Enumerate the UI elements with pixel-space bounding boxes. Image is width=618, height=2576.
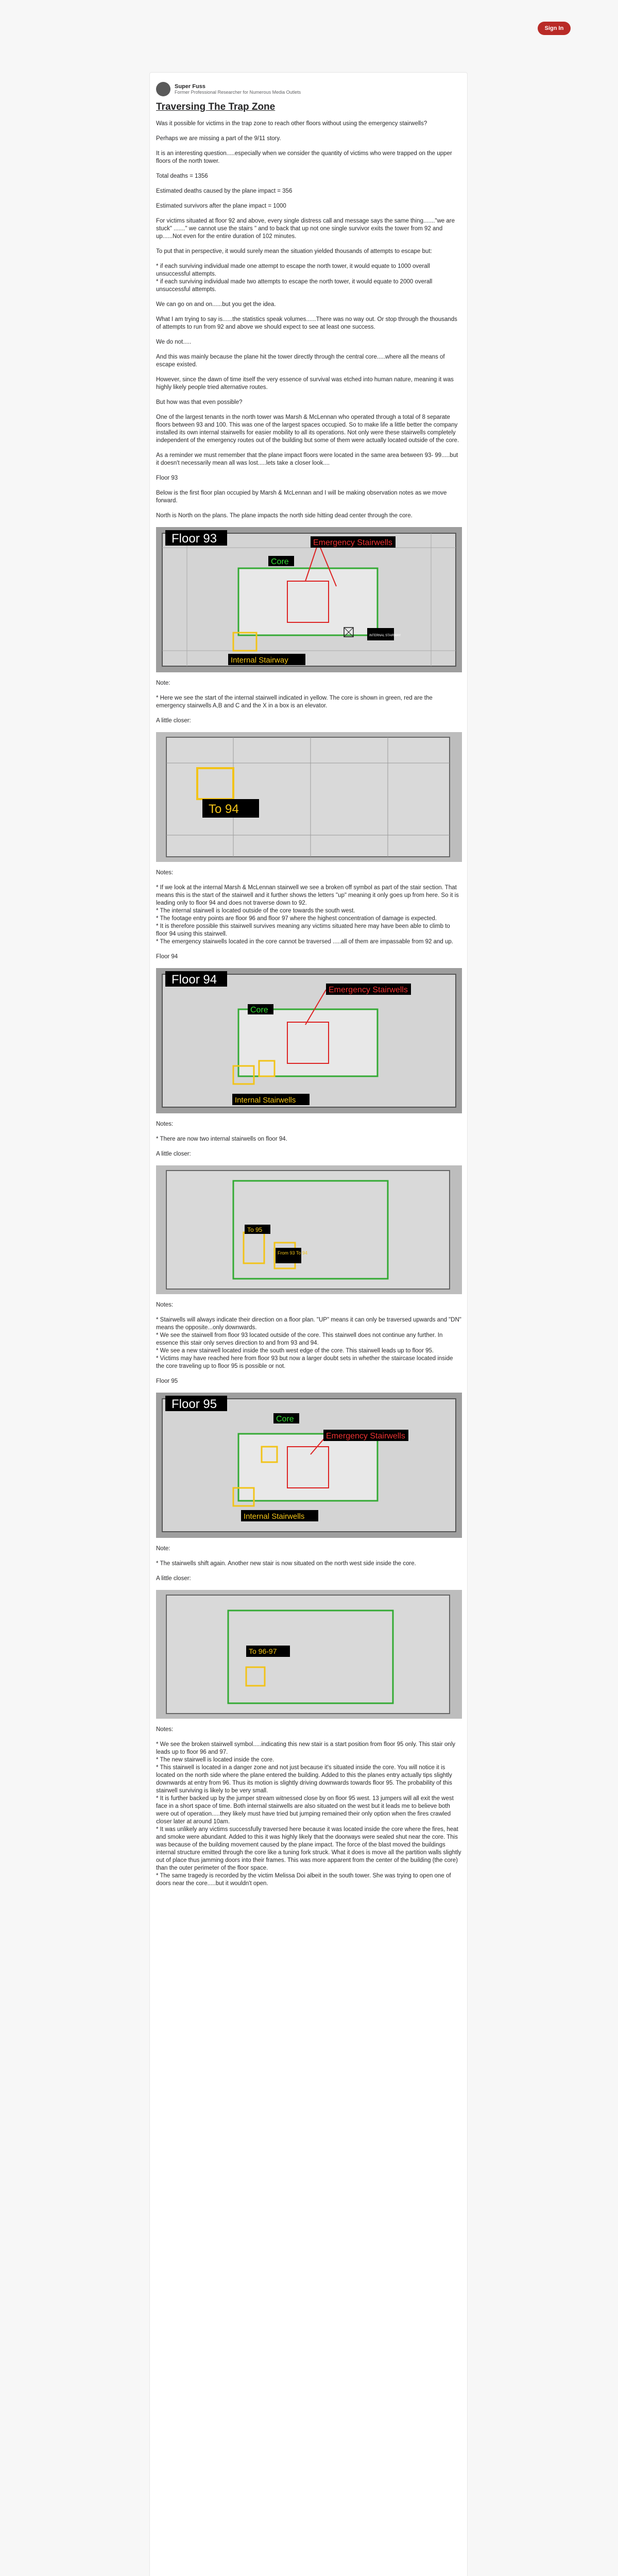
fig1-exit-label: INTERNAL STAIRWAY (369, 634, 401, 637)
paragraph: Floor 95 (156, 1378, 178, 1384)
paragraph: * Stairwells will always indicate their direction on a floor plan. "UP" means it can only be traversed upwards and "DN" means the opposite...only downwards. * We see the stairwell from floor 93 located outside of the core. This stairwell does not continue any further. In essence this stair only serves direction to and from 93 and 94. * We see a new stairwell located inside the south west edge of the core. This stairwell leads up to floor 95. * Victims may have reached here from floor 93 but now a larger doubt sets in whether the staircase located inside the core traveling up to floor 95 is possible or not. (156, 1317, 461, 1369)
fig1-internal-label: Internal Stairway (231, 656, 288, 665)
answer-card (149, 72, 468, 2576)
paragraph: We do not..... (156, 339, 192, 345)
paragraph: * if each surviving individual made one attempt to escape the north tower, it would equate to 1000 overall unsuccessful attempts. * if each surviving individual made two attempts to escape the north tower, it would equate to 2000 overall unsuccessful attempts. (156, 263, 433, 293)
floor-94-plan-image (156, 968, 462, 1113)
fig5-core-label: Core (276, 1415, 294, 1423)
paragraph: Notes: (156, 1121, 174, 1127)
paragraph: We can go on and on......but you get the idea. (156, 301, 276, 308)
avatar[interactable] (156, 82, 170, 96)
paragraph: Notes: (156, 1726, 174, 1733)
floor-95-plan-image (156, 1393, 462, 1538)
floor-95-closeup-image (156, 1590, 462, 1719)
paragraph: * We see the broken stairwell symbol.....indicating this new stair is a start position from floor 95 only. This stair only leads up to floor 96 and 97. * The new stairwell is located inside the core. * This stairwell is located in a danger zone and not just because it's situated inside the core. You will notice it is located on the north side where the plane entered the building. Added to this the planes entry actually tips slightly downwards at entry from 96. Thus its motion is slightly driving downwards towards floor 95. The probability of this stairwell surviving is likely to be very small. * It is further backed up by the jumper stream witnessed close by on floor 95 west. 13 jumpers will all exit the west face in a short space of time. Both internal stairwells are also situated on the west but it leads me to believe both were out of operation.....they likely must have tried but jumping remained their only option when the fires crawled closer later at around 10am. * It was unlikely any victims successfully traversed here because it was located inside the core where the fires, heat and smoke were abundant. Added to this it was highly likely that the doorways were sealed shut near the core. This was because of the building movement caused by the plane impact. The force of the blast moved the buildings internal structure emitted through the core like a tuning fork struck. What it does is move all the partition walls slightly out of place thus jamming doors into their frames. This was more apparent from the center of the building (the core) than the outer perimeter of the floor space. * The same tragedy is recorded by the victim Melissa Doi albeit in the south tower. She was trying to open one of doors near the core.....but it wouldn't open. (156, 1741, 461, 1887)
paragraph: Below is the first floor plan occupied by Marsh & McLennan and I will be making observation notes as we move forward. (156, 490, 447, 504)
paragraph: However, since the dawn of time itself the very essence of survival was etched into human nature, meaning it was highly likely people tried alternative routes. (156, 377, 454, 391)
fig3-title: Floor 94 (171, 973, 217, 987)
paragraph: A little closer: (156, 1575, 191, 1582)
paragraph: A little closer: (156, 718, 191, 724)
paragraph: Floor 94 (156, 954, 178, 960)
top-bar (0, 0, 618, 29)
paragraph: It is an interesting question.....especially when we consider the quantity of victims who were trapped on the upper floors of the north tower. (156, 150, 452, 164)
fig3-core-label: Core (250, 1006, 268, 1014)
paragraph: Total deaths = 1356 (156, 173, 208, 179)
fig1-core-label: Core (271, 557, 289, 566)
paragraph: A little closer: (156, 1151, 191, 1157)
paragraph: Note: (156, 1546, 170, 1552)
answer-content (156, 79, 462, 1895)
paragraph: What I am trying to say is......the statistics speak volumes......There was no way out. Or stop through the thousands of attempts to run from 92 and above we should expect to see at least one success. (156, 316, 457, 330)
text-section-intro (156, 120, 462, 520)
paragraph: But how was that even possible? (156, 399, 243, 405)
floor-93-closeup-image (156, 732, 462, 862)
text-section-notes-93 (156, 869, 462, 961)
paragraph: And this was mainly because the plane hit the tower directly through the central core.....where all the means of escape existed. (156, 354, 445, 368)
paragraph: To put that in perspective, it would surely mean the situation yielded thousands of attempts to escape but: (156, 248, 432, 255)
paragraph: * Here we see the start of the internal stairwell indicated in yellow. The core is shown in green, red are the emergency stairwells A,B and C and the X in a box is an elevator. (156, 695, 433, 709)
paragraph: Estimated deaths caused by the plane impact = 356 (156, 188, 293, 194)
paragraph: Perhaps we are missing a part of the 9/11 story. (156, 135, 281, 142)
paragraph: * There are now two internal stairwells on floor 94. (156, 1136, 287, 1142)
fig1-title: Floor 93 (171, 532, 217, 546)
fig6-label: To 96-97 (249, 1647, 277, 1655)
fig4-label-b: From 93 To 94 (278, 1250, 307, 1256)
paragraph: One of the largest tenants in the north tower was Marsh & McLennan who operated through a total of 8 separate floors between 93 and 100. This was one of the largest spaces occupied. So to make life a little better the company installed its own internal stairwells for easier mobility to all its operations. Not only were these stairwells completely independent of the emergency routes out of the building but some of them were actually located outside of the core. (156, 414, 459, 444)
text-section-note-93 (156, 680, 462, 725)
fig3-emergency-label: Emergency Stairwells (329, 986, 408, 994)
fig2-label: To 94 (209, 802, 239, 816)
text-section-notes-95 (156, 1726, 462, 1888)
author-credential: Former Professional Researcher for Numerous Media Outlets (175, 90, 301, 95)
post-title: Traversing The Trap Zone (156, 101, 276, 112)
fig5-emergency-label: Emergency Stairwells (326, 1432, 405, 1440)
floor-93-plan-image (156, 527, 462, 672)
fig1-emergency-label: Emergency Stairwells (313, 538, 392, 547)
sign-in-button[interactable]: Sign In (538, 22, 571, 35)
paragraph: For victims situated at floor 92 and above, every single distress call and message says the same thing......."we are stuck" ......." we cannot use the stairs " and to back that up not one single survivor exits the tower from 92 and up......Not even for the entire duration of 102 minutes. (156, 218, 455, 240)
paragraph: North is North on the plans. The plane impacts the north side hitting dead center through the core. (156, 513, 413, 519)
author-header (156, 79, 462, 99)
paragraph: Notes: (156, 1302, 174, 1308)
paragraph: * If we look at the internal Marsh & McLennan stairwell we see a broken off symbol as part of the stair section. That means this is the start of the stairwell and it further shows the letters "up" meaning it only goes up from here. So it is leading only to floor 94 and does not traverse down to 92. * The internal stairwell is located outside of the core towards the south west. * The footage entry points are floor 96 and floor 97 where the highest concentration of damage is expected. * It is therefore possible this stairwell survives meaning any victims situated here may have been able to climb to floor 94 using this stairwell. * The emergency stairwells located in the core cannot be traversed .....all of them are impassable from 92 and up. (156, 885, 459, 945)
fig3-internal-label: Internal Stairwells (235, 1096, 296, 1105)
paragraph: Estimated survivors after the plane impact = 1000 (156, 203, 286, 209)
author-name[interactable]: Super Fuss (175, 83, 205, 90)
text-section-note-94 (156, 1121, 462, 1158)
text-section-notes-94 (156, 1301, 462, 1385)
paragraph: As a reminder we must remember that the plane impact floors were located in the same area between 93- 99.....but it doesn't necessarily mean all was lost.....lets take a closer look.... (156, 452, 458, 466)
paragraph: Note: (156, 680, 170, 686)
text-section-note-95 (156, 1545, 462, 1583)
paragraph: Was it possible for victims in the trap zone to reach other floors without using the emergency stairwells? (156, 121, 427, 127)
floor-94-closeup-image (156, 1165, 462, 1294)
paragraph: * The stairwells shift again. Another new stair is now situated on the north west side inside the core. (156, 1561, 416, 1567)
paragraph: Notes: (156, 870, 174, 876)
fig5-title: Floor 95 (171, 1397, 217, 1411)
fig5-internal-label: Internal Stairwells (244, 1512, 305, 1521)
fig4-label-a: To 95 (247, 1226, 263, 1233)
paragraph: Floor 93 (156, 475, 178, 481)
